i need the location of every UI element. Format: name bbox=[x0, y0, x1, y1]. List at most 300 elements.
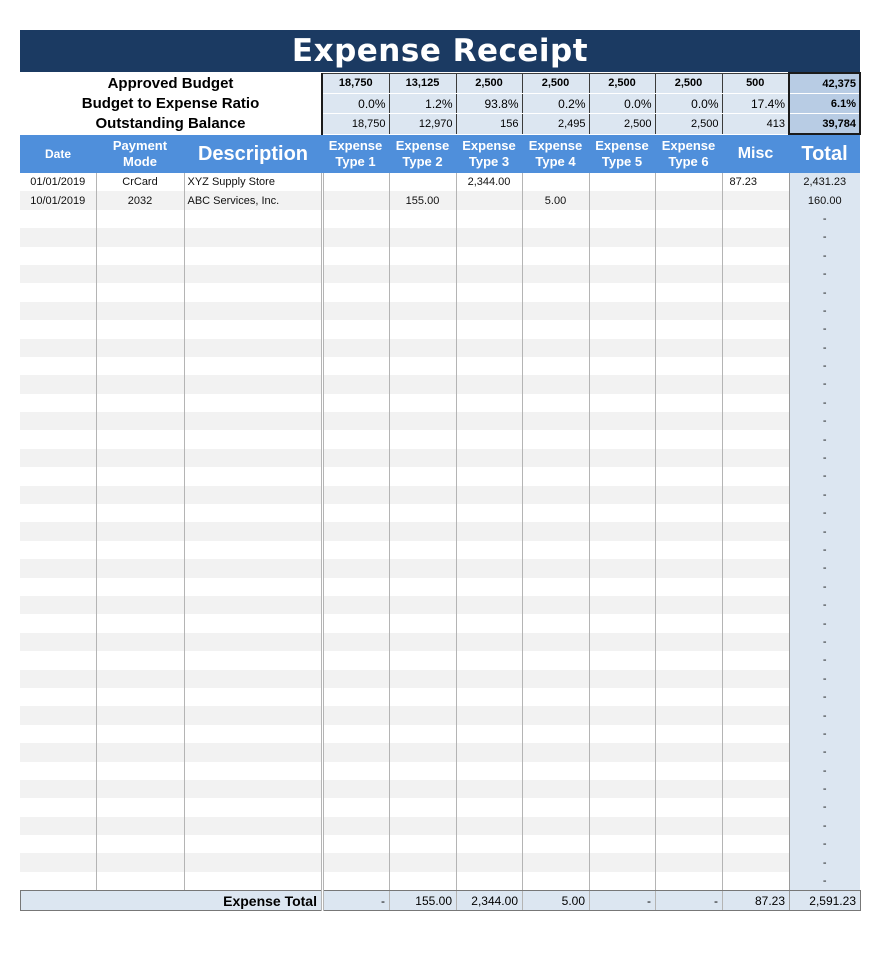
cell-e1[interactable] bbox=[322, 412, 389, 430]
cell-date[interactable] bbox=[20, 375, 96, 393]
header-expense-type-1[interactable]: Expense Type 1 bbox=[322, 135, 389, 173]
cell-e1[interactable] bbox=[322, 541, 389, 559]
cell-e5[interactable] bbox=[589, 320, 655, 338]
cell-e1[interactable] bbox=[322, 670, 389, 688]
header-misc[interactable]: Misc bbox=[722, 135, 789, 173]
cell-e1[interactable] bbox=[322, 596, 389, 614]
cell-date[interactable] bbox=[20, 247, 96, 265]
cell-misc[interactable] bbox=[722, 706, 789, 724]
cell-e5[interactable] bbox=[589, 430, 655, 448]
cell-e3[interactable] bbox=[456, 394, 522, 412]
cell-mode[interactable] bbox=[96, 541, 184, 559]
cell-e5[interactable] bbox=[589, 504, 655, 522]
cell-date[interactable] bbox=[20, 688, 96, 706]
cell-e1[interactable] bbox=[322, 357, 389, 375]
cell-e3[interactable] bbox=[456, 633, 522, 651]
summary-value[interactable]: 500 bbox=[722, 73, 789, 94]
cell-mode[interactable] bbox=[96, 522, 184, 540]
cell-e4[interactable] bbox=[522, 633, 589, 651]
header-date[interactable]: Date bbox=[20, 135, 96, 173]
cell-mode[interactable] bbox=[96, 430, 184, 448]
cell-e2[interactable] bbox=[389, 412, 456, 430]
cell-e3[interactable] bbox=[456, 651, 522, 669]
cell-mode[interactable] bbox=[96, 210, 184, 228]
cell-e2[interactable] bbox=[389, 357, 456, 375]
cell-e4[interactable] bbox=[522, 430, 589, 448]
cell-e4[interactable] bbox=[522, 173, 589, 191]
header-description[interactable]: Description bbox=[184, 135, 322, 173]
cell-e1[interactable] bbox=[322, 762, 389, 780]
cell-e2[interactable] bbox=[389, 339, 456, 357]
cell-e5[interactable] bbox=[589, 247, 655, 265]
cell-e4[interactable] bbox=[522, 670, 589, 688]
cell-e2[interactable] bbox=[389, 725, 456, 743]
cell-e1[interactable] bbox=[322, 614, 389, 632]
cell-e2[interactable] bbox=[389, 228, 456, 246]
cell-e5[interactable] bbox=[589, 228, 655, 246]
cell-e2[interactable] bbox=[389, 688, 456, 706]
summary-value[interactable]: 2,500 bbox=[522, 73, 589, 94]
cell-desc[interactable] bbox=[184, 688, 322, 706]
cell-desc[interactable] bbox=[184, 578, 322, 596]
cell-desc[interactable] bbox=[184, 743, 322, 761]
cell-date[interactable] bbox=[20, 596, 96, 614]
cell-e2[interactable] bbox=[389, 743, 456, 761]
cell-desc[interactable] bbox=[184, 522, 322, 540]
cell-mode[interactable] bbox=[96, 706, 184, 724]
cell-e2[interactable] bbox=[389, 578, 456, 596]
cell-date[interactable]: 01/01/2019 bbox=[30, 176, 86, 189]
cell-e6[interactable] bbox=[655, 486, 722, 504]
cell-e5[interactable] bbox=[589, 302, 655, 320]
cell-e1[interactable] bbox=[322, 504, 389, 522]
cell-e5[interactable] bbox=[589, 522, 655, 540]
cell-date[interactable] bbox=[20, 302, 96, 320]
cell-date[interactable] bbox=[20, 743, 96, 761]
cell-desc[interactable]: ABC Services, Inc. bbox=[184, 191, 322, 209]
cell-e6[interactable] bbox=[655, 173, 722, 191]
cell-misc[interactable]: 87.23 bbox=[722, 173, 789, 191]
cell-e6[interactable] bbox=[655, 375, 722, 393]
cell-e3[interactable] bbox=[456, 780, 522, 798]
cell-date[interactable] bbox=[20, 467, 96, 485]
cell-e1[interactable] bbox=[322, 173, 389, 191]
cell-desc[interactable] bbox=[184, 247, 322, 265]
cell-e1[interactable] bbox=[322, 283, 389, 301]
cell-e2[interactable] bbox=[389, 265, 456, 283]
cell-e4[interactable] bbox=[522, 578, 589, 596]
cell-e1[interactable] bbox=[322, 706, 389, 724]
cell-desc[interactable] bbox=[184, 430, 322, 448]
cell-e3[interactable] bbox=[456, 430, 522, 448]
cell-desc[interactable] bbox=[184, 670, 322, 688]
cell-e2[interactable] bbox=[389, 173, 456, 191]
cell-e4[interactable] bbox=[522, 614, 589, 632]
cell-e4[interactable] bbox=[522, 872, 589, 890]
cell-e6[interactable] bbox=[655, 725, 722, 743]
header-expense-type-4[interactable]: Expense Type 4 bbox=[522, 135, 589, 173]
cell-mode[interactable] bbox=[96, 762, 184, 780]
cell-e5[interactable] bbox=[589, 670, 655, 688]
cell-e1[interactable] bbox=[322, 780, 389, 798]
cell-e6[interactable] bbox=[655, 449, 722, 467]
cell-misc[interactable] bbox=[722, 725, 789, 743]
cell-e4[interactable] bbox=[522, 798, 589, 816]
cell-desc[interactable] bbox=[184, 486, 322, 504]
cell-desc[interactable] bbox=[184, 541, 322, 559]
cell-e4[interactable]: 5.00 bbox=[522, 191, 589, 209]
cell-e5[interactable] bbox=[589, 486, 655, 504]
cell-date[interactable] bbox=[20, 320, 96, 338]
cell-desc[interactable] bbox=[184, 780, 322, 798]
summary-value[interactable]: 18,750 bbox=[322, 114, 389, 135]
cell-e4[interactable] bbox=[522, 394, 589, 412]
cell-misc[interactable] bbox=[722, 467, 789, 485]
cell-e3[interactable] bbox=[456, 228, 522, 246]
cell-e2[interactable] bbox=[389, 430, 456, 448]
cell-e3[interactable] bbox=[456, 191, 522, 209]
cell-misc[interactable] bbox=[722, 486, 789, 504]
cell-e6[interactable] bbox=[655, 670, 722, 688]
cell-e1[interactable] bbox=[322, 559, 389, 577]
cell-date[interactable] bbox=[20, 633, 96, 651]
cell-desc[interactable] bbox=[184, 559, 322, 577]
cell-e1[interactable] bbox=[322, 191, 389, 209]
cell-e5[interactable] bbox=[589, 394, 655, 412]
cell-e1[interactable] bbox=[322, 339, 389, 357]
cell-e4[interactable] bbox=[522, 835, 589, 853]
cell-misc[interactable] bbox=[722, 504, 789, 522]
cell-mode[interactable] bbox=[96, 339, 184, 357]
cell-e4[interactable] bbox=[522, 522, 589, 540]
cell-mode[interactable] bbox=[96, 651, 184, 669]
cell-mode[interactable] bbox=[96, 412, 184, 430]
cell-desc[interactable] bbox=[184, 339, 322, 357]
cell-e2[interactable] bbox=[389, 394, 456, 412]
cell-e1[interactable] bbox=[322, 743, 389, 761]
cell-e6[interactable] bbox=[655, 467, 722, 485]
cell-e6[interactable] bbox=[655, 191, 722, 209]
cell-e2[interactable] bbox=[389, 706, 456, 724]
cell-e2[interactable] bbox=[389, 541, 456, 559]
cell-e5[interactable] bbox=[589, 835, 655, 853]
cell-misc[interactable] bbox=[722, 375, 789, 393]
cell-e5[interactable] bbox=[589, 191, 655, 209]
cell-mode[interactable] bbox=[96, 817, 184, 835]
cell-date[interactable] bbox=[20, 559, 96, 577]
cell-e3[interactable] bbox=[456, 835, 522, 853]
header-expense-type-3[interactable]: Expense Type 3 bbox=[456, 135, 522, 173]
header-expense-type-6[interactable]: Expense Type 6 bbox=[655, 135, 722, 173]
cell-date[interactable] bbox=[20, 614, 96, 632]
cell-desc[interactable] bbox=[184, 412, 322, 430]
cell-mode[interactable] bbox=[96, 780, 184, 798]
cell-e2[interactable] bbox=[389, 798, 456, 816]
summary-value[interactable]: 2,500 bbox=[655, 114, 722, 135]
cell-date[interactable] bbox=[20, 725, 96, 743]
cell-desc[interactable] bbox=[184, 725, 322, 743]
cell-e6[interactable] bbox=[655, 559, 722, 577]
cell-e2[interactable] bbox=[389, 596, 456, 614]
cell-e1[interactable] bbox=[322, 449, 389, 467]
cell-misc[interactable] bbox=[722, 688, 789, 706]
cell-e5[interactable] bbox=[589, 762, 655, 780]
summary-value[interactable]: 0.0% bbox=[655, 94, 722, 114]
cell-e3[interactable] bbox=[456, 798, 522, 816]
cell-mode[interactable] bbox=[96, 872, 184, 890]
cell-misc[interactable] bbox=[722, 339, 789, 357]
cell-e3[interactable] bbox=[456, 743, 522, 761]
cell-e2[interactable] bbox=[389, 780, 456, 798]
summary-value[interactable]: 18,750 bbox=[322, 73, 389, 94]
cell-e2[interactable] bbox=[389, 467, 456, 485]
summary-value[interactable]: 13,125 bbox=[389, 73, 456, 94]
cell-mode[interactable] bbox=[96, 486, 184, 504]
cell-e1[interactable] bbox=[322, 375, 389, 393]
cell-e3[interactable] bbox=[456, 688, 522, 706]
cell-e6[interactable] bbox=[655, 872, 722, 890]
cell-e6[interactable] bbox=[655, 265, 722, 283]
summary-value[interactable]: 2,500 bbox=[655, 73, 722, 94]
cell-e2[interactable] bbox=[389, 247, 456, 265]
cell-date[interactable] bbox=[20, 578, 96, 596]
cell-date[interactable] bbox=[20, 872, 96, 890]
cell-date[interactable] bbox=[20, 357, 96, 375]
cell-misc[interactable] bbox=[722, 578, 789, 596]
cell-e2[interactable] bbox=[389, 853, 456, 871]
cell-e6[interactable] bbox=[655, 798, 722, 816]
cell-e4[interactable] bbox=[522, 412, 589, 430]
cell-e2[interactable] bbox=[389, 614, 456, 632]
cell-e2[interactable] bbox=[389, 375, 456, 393]
cell-e2[interactable]: 155.00 bbox=[389, 191, 456, 209]
cell-e4[interactable] bbox=[522, 596, 589, 614]
cell-e4[interactable] bbox=[522, 357, 589, 375]
cell-desc[interactable] bbox=[184, 504, 322, 522]
cell-date[interactable]: 10/01/2019 bbox=[20, 191, 96, 209]
cell-e6[interactable] bbox=[655, 817, 722, 835]
cell-desc[interactable] bbox=[184, 375, 322, 393]
cell-mode[interactable] bbox=[96, 688, 184, 706]
cell-e5[interactable] bbox=[589, 449, 655, 467]
cell-e5[interactable] bbox=[589, 173, 655, 191]
cell-e5[interactable] bbox=[589, 265, 655, 283]
cell-e4[interactable] bbox=[522, 688, 589, 706]
cell-desc[interactable] bbox=[184, 651, 322, 669]
cell-e6[interactable] bbox=[655, 522, 722, 540]
cell-e1[interactable] bbox=[322, 578, 389, 596]
cell-misc[interactable] bbox=[722, 247, 789, 265]
cell-e3[interactable] bbox=[456, 578, 522, 596]
cell-e2[interactable] bbox=[389, 835, 456, 853]
cell-misc[interactable] bbox=[722, 614, 789, 632]
cell-date[interactable] bbox=[20, 265, 96, 283]
cell-e6[interactable] bbox=[655, 578, 722, 596]
cell-e4[interactable] bbox=[522, 817, 589, 835]
cell-e4[interactable] bbox=[522, 339, 589, 357]
cell-misc[interactable] bbox=[722, 780, 789, 798]
cell-desc[interactable] bbox=[184, 210, 322, 228]
cell-e3[interactable] bbox=[456, 559, 522, 577]
cell-misc[interactable] bbox=[722, 853, 789, 871]
cell-e3[interactable] bbox=[456, 614, 522, 632]
cell-misc[interactable] bbox=[722, 541, 789, 559]
cell-misc[interactable] bbox=[722, 265, 789, 283]
cell-desc[interactable] bbox=[184, 320, 322, 338]
cell-mode[interactable] bbox=[96, 394, 184, 412]
cell-e6[interactable] bbox=[655, 302, 722, 320]
cell-misc[interactable] bbox=[722, 210, 789, 228]
summary-value[interactable]: 17.4% bbox=[722, 94, 789, 114]
cell-date[interactable] bbox=[20, 412, 96, 430]
cell-e1[interactable] bbox=[322, 853, 389, 871]
cell-e5[interactable] bbox=[589, 357, 655, 375]
cell-e3[interactable] bbox=[456, 467, 522, 485]
cell-e2[interactable] bbox=[389, 449, 456, 467]
cell-e6[interactable] bbox=[655, 412, 722, 430]
cell-e6[interactable] bbox=[655, 762, 722, 780]
cell-date[interactable] bbox=[20, 706, 96, 724]
cell-misc[interactable] bbox=[722, 633, 789, 651]
cell-e5[interactable] bbox=[589, 339, 655, 357]
cell-e3[interactable] bbox=[456, 412, 522, 430]
summary-value[interactable]: 2,500 bbox=[589, 114, 655, 135]
cell-misc[interactable] bbox=[722, 559, 789, 577]
cell-e3[interactable] bbox=[456, 596, 522, 614]
cell-e4[interactable] bbox=[522, 541, 589, 559]
cell-mode[interactable] bbox=[96, 578, 184, 596]
cell-e5[interactable] bbox=[589, 872, 655, 890]
cell-e4[interactable] bbox=[522, 762, 589, 780]
cell-misc[interactable] bbox=[722, 191, 789, 209]
cell-e6[interactable] bbox=[655, 651, 722, 669]
cell-desc[interactable] bbox=[184, 283, 322, 301]
cell-e3[interactable] bbox=[456, 449, 522, 467]
cell-date[interactable] bbox=[20, 817, 96, 835]
cell-e2[interactable] bbox=[389, 633, 456, 651]
cell-misc[interactable] bbox=[722, 357, 789, 375]
cell-desc[interactable] bbox=[184, 817, 322, 835]
cell-e6[interactable] bbox=[655, 320, 722, 338]
cell-misc[interactable] bbox=[722, 430, 789, 448]
cell-misc[interactable] bbox=[722, 872, 789, 890]
summary-value[interactable]: 93.8% bbox=[456, 94, 522, 114]
cell-e3[interactable] bbox=[456, 265, 522, 283]
cell-e1[interactable] bbox=[322, 633, 389, 651]
cell-mode[interactable] bbox=[96, 670, 184, 688]
cell-e5[interactable] bbox=[589, 651, 655, 669]
cell-e4[interactable] bbox=[522, 853, 589, 871]
cell-desc[interactable] bbox=[184, 798, 322, 816]
cell-e2[interactable] bbox=[389, 872, 456, 890]
cell-desc[interactable] bbox=[184, 449, 322, 467]
cell-e1[interactable] bbox=[322, 467, 389, 485]
cell-date[interactable] bbox=[20, 504, 96, 522]
header-total[interactable]: Total bbox=[789, 135, 860, 173]
cell-e2[interactable] bbox=[389, 504, 456, 522]
cell-misc[interactable] bbox=[722, 798, 789, 816]
cell-e3[interactable]: 2,344.00 bbox=[456, 173, 522, 191]
cell-misc[interactable] bbox=[722, 228, 789, 246]
cell-e6[interactable] bbox=[655, 283, 722, 301]
cell-mode[interactable] bbox=[96, 559, 184, 577]
cell-date[interactable] bbox=[20, 835, 96, 853]
summary-value[interactable]: 413 bbox=[722, 114, 789, 135]
cell-e6[interactable] bbox=[655, 210, 722, 228]
cell-e1[interactable] bbox=[322, 320, 389, 338]
cell-mode[interactable] bbox=[96, 504, 184, 522]
cell-date[interactable] bbox=[20, 210, 96, 228]
cell-misc[interactable] bbox=[722, 394, 789, 412]
cell-e2[interactable] bbox=[389, 283, 456, 301]
cell-e4[interactable] bbox=[522, 283, 589, 301]
cell-e2[interactable] bbox=[389, 651, 456, 669]
cell-e6[interactable] bbox=[655, 743, 722, 761]
cell-misc[interactable] bbox=[722, 320, 789, 338]
cell-e3[interactable] bbox=[456, 541, 522, 559]
cell-e5[interactable] bbox=[589, 412, 655, 430]
cell-mode[interactable] bbox=[96, 228, 184, 246]
cell-desc[interactable] bbox=[184, 762, 322, 780]
cell-e1[interactable] bbox=[322, 798, 389, 816]
cell-e6[interactable] bbox=[655, 853, 722, 871]
cell-e3[interactable] bbox=[456, 247, 522, 265]
cell-date[interactable] bbox=[20, 486, 96, 504]
cell-date[interactable] bbox=[20, 228, 96, 246]
cell-e6[interactable] bbox=[655, 706, 722, 724]
cell-misc[interactable] bbox=[722, 817, 789, 835]
cell-date[interactable] bbox=[20, 430, 96, 448]
cell-e5[interactable] bbox=[589, 633, 655, 651]
cell-e4[interactable] bbox=[522, 228, 589, 246]
cell-mode[interactable] bbox=[96, 320, 184, 338]
cell-e5[interactable] bbox=[589, 283, 655, 301]
cell-desc[interactable] bbox=[184, 467, 322, 485]
cell-mode[interactable] bbox=[96, 467, 184, 485]
cell-e4[interactable] bbox=[522, 467, 589, 485]
cell-e4[interactable] bbox=[522, 375, 589, 393]
cell-e2[interactable] bbox=[389, 320, 456, 338]
cell-e4[interactable] bbox=[522, 706, 589, 724]
cell-e1[interactable] bbox=[322, 817, 389, 835]
cell-e4[interactable] bbox=[522, 320, 589, 338]
cell-e3[interactable] bbox=[456, 357, 522, 375]
cell-e2[interactable] bbox=[389, 817, 456, 835]
cell-e2[interactable] bbox=[389, 522, 456, 540]
cell-e3[interactable] bbox=[456, 283, 522, 301]
cell-e1[interactable] bbox=[322, 688, 389, 706]
cell-e5[interactable] bbox=[589, 780, 655, 798]
cell-mode[interactable]: CrCard bbox=[96, 173, 184, 191]
cell-mode[interactable] bbox=[96, 265, 184, 283]
cell-mode[interactable] bbox=[96, 725, 184, 743]
cell-e3[interactable] bbox=[456, 725, 522, 743]
cell-date[interactable] bbox=[20, 541, 96, 559]
cell-e4[interactable] bbox=[522, 743, 589, 761]
cell-e3[interactable] bbox=[456, 872, 522, 890]
cell-e6[interactable] bbox=[655, 504, 722, 522]
cell-desc[interactable]: XYZ Supply Store bbox=[184, 173, 322, 191]
cell-date[interactable] bbox=[20, 339, 96, 357]
cell-mode[interactable] bbox=[96, 596, 184, 614]
summary-value[interactable]: 0.0% bbox=[589, 94, 655, 114]
cell-date[interactable] bbox=[20, 394, 96, 412]
cell-e5[interactable] bbox=[589, 798, 655, 816]
cell-mode[interactable]: 2032 bbox=[96, 191, 184, 209]
cell-e1[interactable] bbox=[322, 247, 389, 265]
cell-date[interactable] bbox=[20, 780, 96, 798]
cell-misc[interactable] bbox=[722, 449, 789, 467]
